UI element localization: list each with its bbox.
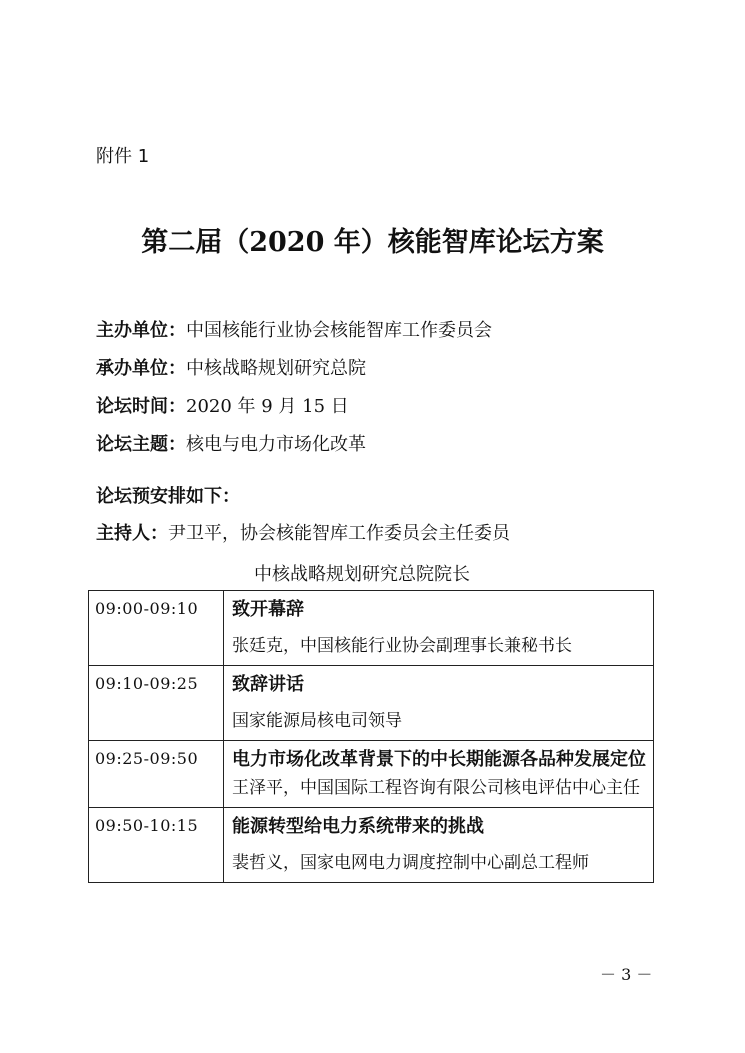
schedule-time: 09:50-10:15 bbox=[89, 808, 224, 883]
schedule-time: 09:10-09:25 bbox=[89, 666, 224, 741]
organizer-value: 中国核能行业协会核能智库工作委员会 bbox=[186, 320, 492, 341]
forum-time-value: 2020 年 9 月 15 日 bbox=[186, 396, 349, 417]
schedule-table bbox=[88, 590, 654, 883]
organizer-row bbox=[96, 312, 492, 350]
schedule-content bbox=[224, 808, 654, 883]
co-organizer-value: 中核战略规划研究总院 bbox=[186, 358, 366, 379]
co-organizer-label: 承办单位： bbox=[96, 358, 186, 379]
attachment-label: 附件 1 bbox=[96, 146, 150, 167]
arrangement-intro: 论坛预安排如下： bbox=[96, 486, 240, 507]
schedule-speaker: 裴哲义，国家电网电力调度控制中心副总工程师 bbox=[232, 853, 589, 873]
forum-info bbox=[96, 312, 492, 464]
schedule-speaker: 张廷克，中国核能行业协会副理事长兼秘书长 bbox=[232, 636, 572, 656]
co-organizer-row bbox=[96, 350, 492, 388]
schedule-row bbox=[89, 808, 654, 883]
host-name: 尹卫平，协会核能智库工作委员会主任委员 bbox=[168, 523, 510, 544]
schedule-row bbox=[89, 591, 654, 666]
schedule-row bbox=[89, 666, 654, 741]
host-label: 主持人： bbox=[96, 523, 168, 544]
host-line bbox=[96, 519, 510, 545]
organizer-label: 主办单位： bbox=[96, 320, 186, 341]
schedule-row bbox=[89, 741, 654, 808]
forum-theme-label: 论坛主题： bbox=[96, 434, 186, 455]
schedule-time: 09:00-09:10 bbox=[89, 591, 224, 666]
schedule-speaker: 国家能源局核电司领导 bbox=[232, 711, 402, 731]
schedule-topic: 致辞讲话 bbox=[232, 674, 304, 695]
schedule-topic: 能源转型给电力系统带来的挑战 bbox=[232, 816, 484, 837]
schedule-content bbox=[224, 591, 654, 666]
schedule-content bbox=[224, 666, 654, 741]
schedule-time: 09:25-09:50 bbox=[89, 741, 224, 808]
forum-theme-row bbox=[96, 426, 492, 464]
schedule-topic: 致开幕辞 bbox=[232, 599, 304, 620]
page-number: － 3 － bbox=[600, 965, 653, 984]
forum-theme-value: 核电与电力市场化改革 bbox=[186, 434, 366, 455]
forum-time-row bbox=[96, 388, 492, 426]
schedule-topic: 电力市场化改革背景下的中长期能源各品种发展定位 bbox=[232, 749, 646, 770]
schedule-content bbox=[224, 741, 654, 808]
forum-time-label: 论坛时间： bbox=[96, 396, 186, 417]
document-title: 第二届（2020 年）核能智库论坛方案 bbox=[141, 227, 604, 258]
host-title: 中核战略规划研究总院院长 bbox=[254, 564, 470, 585]
schedule-speaker: 王泽平，中国国际工程咨询有限公司核电评估中心主任 bbox=[232, 778, 640, 798]
